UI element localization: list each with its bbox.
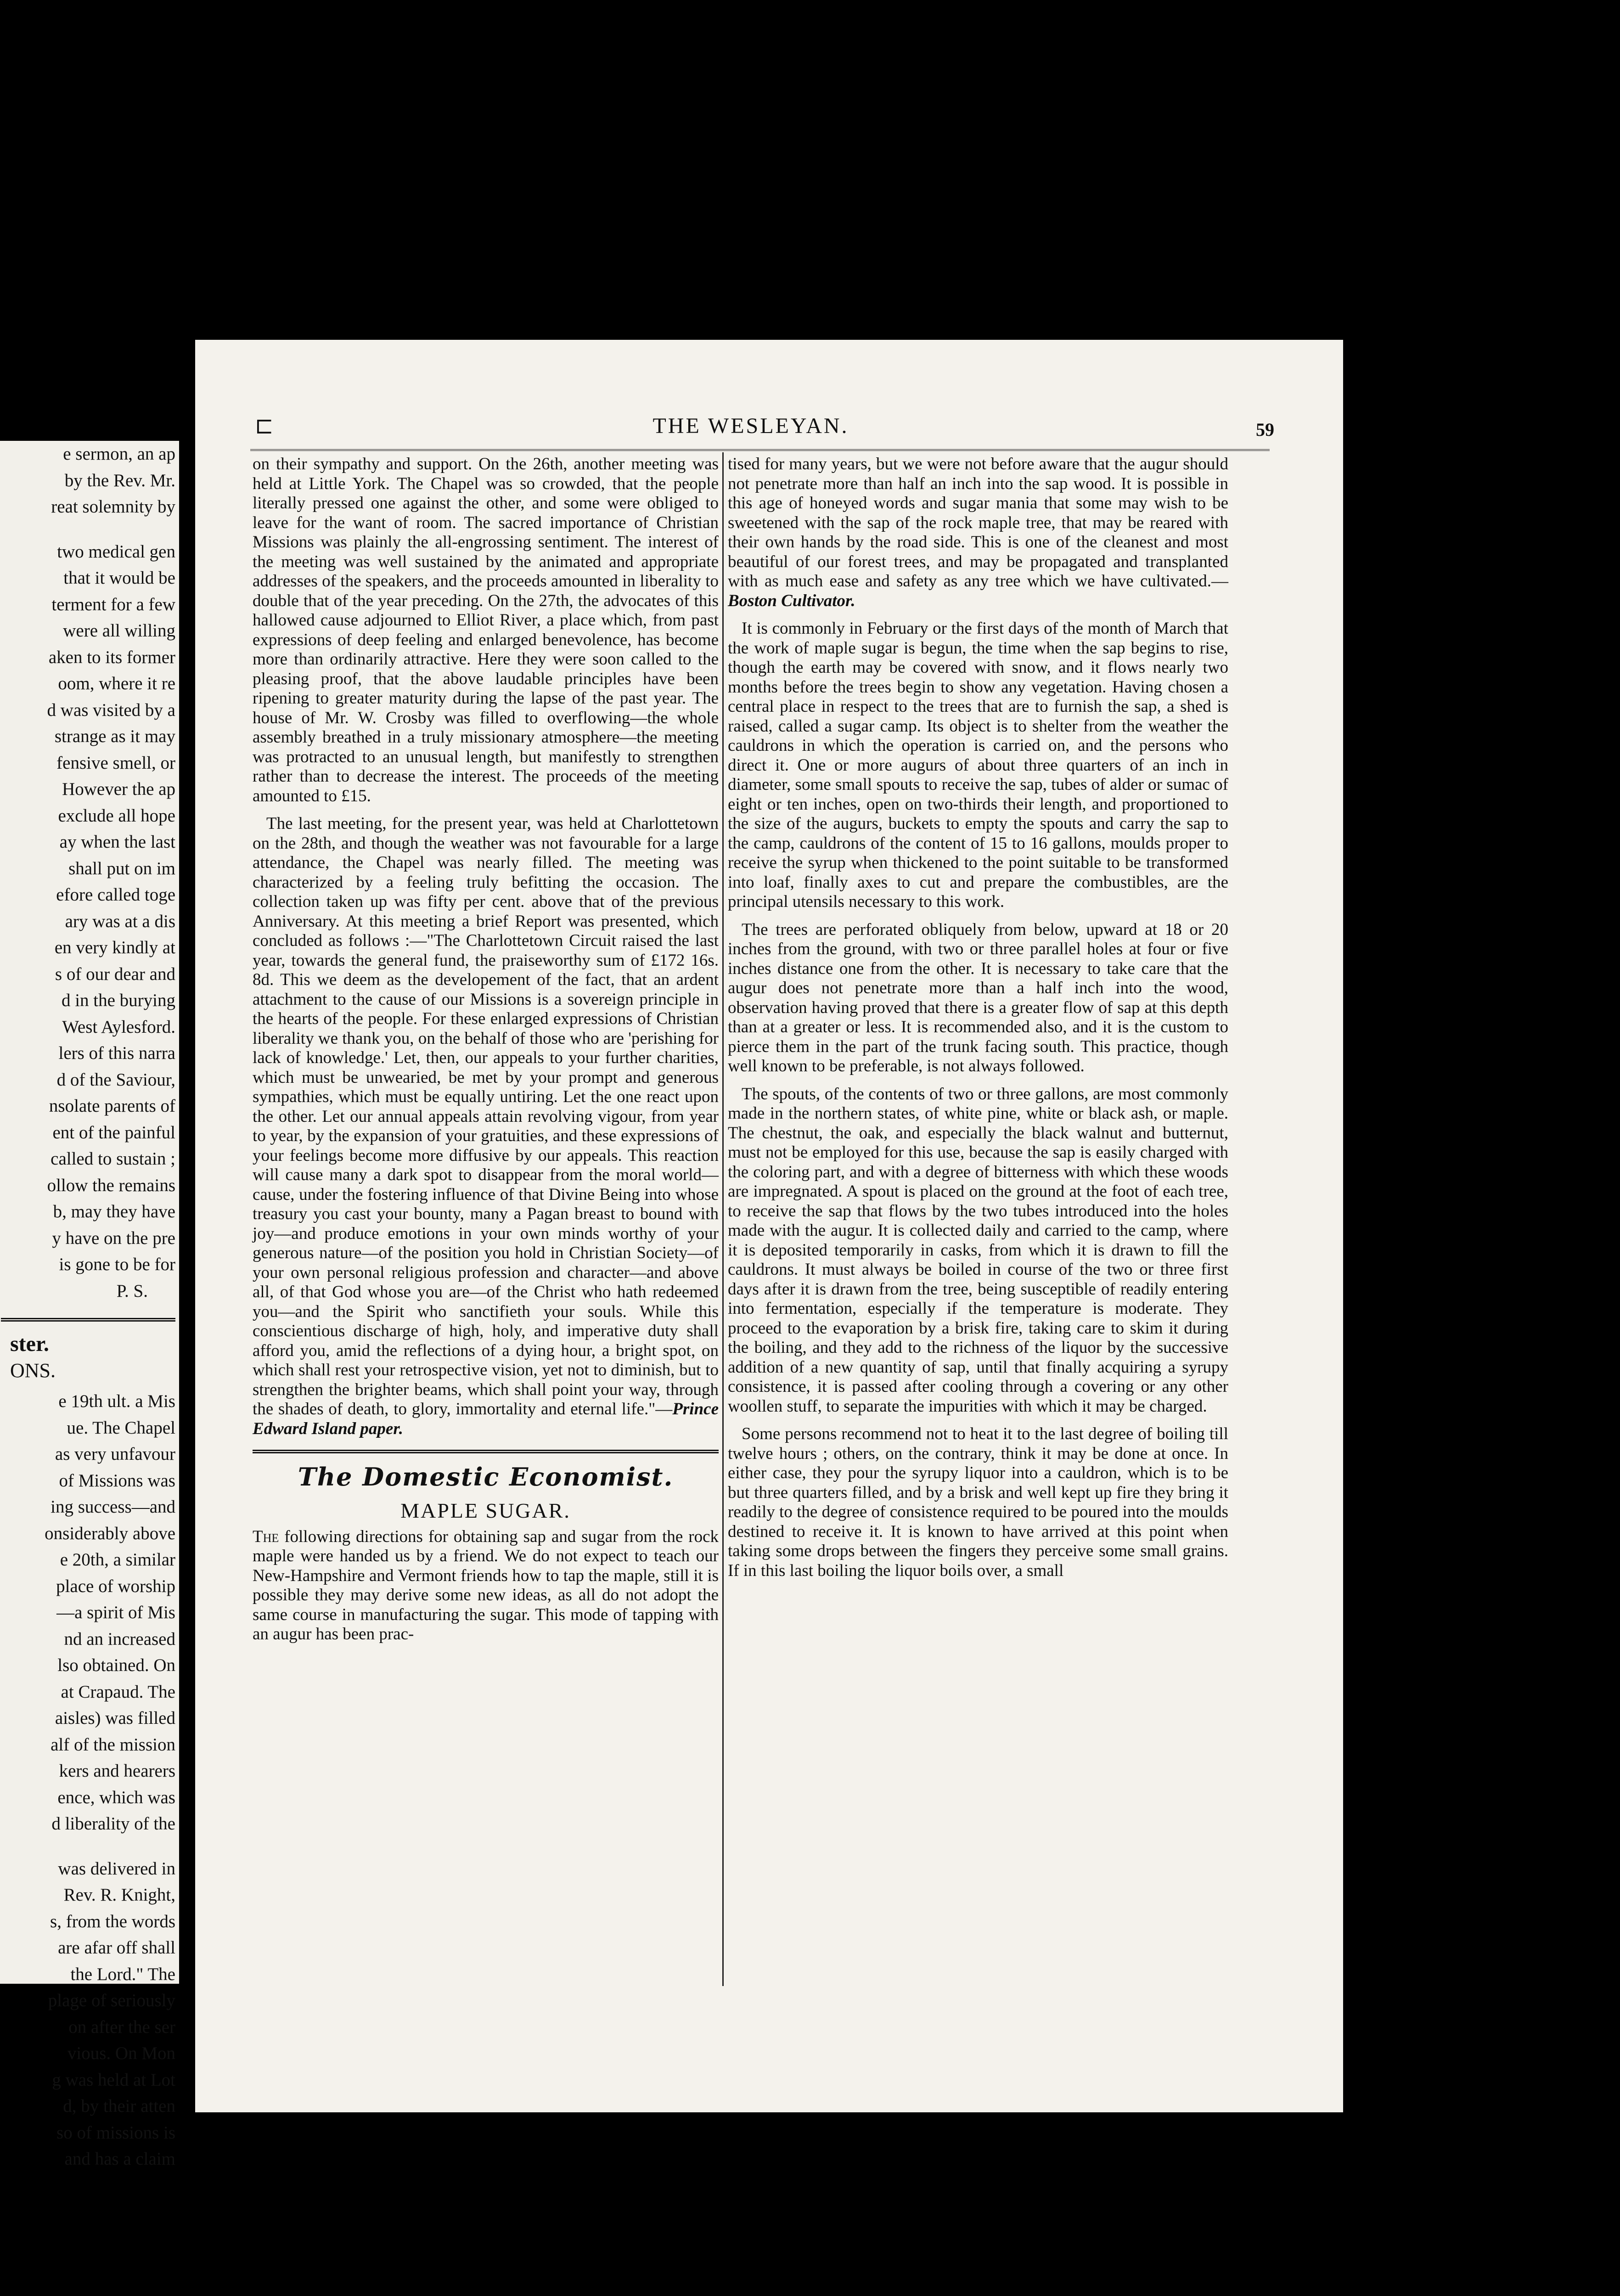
section-divider	[1, 1318, 175, 1322]
article-title: MAPLE SUGAR.	[400, 1499, 571, 1522]
fragment-line: en very kindly at	[54, 938, 175, 957]
fragment-line: is gone to be for	[59, 1255, 175, 1274]
source-credit: Boston Cultivator.	[728, 591, 855, 610]
newspaper-page	[195, 340, 1343, 2112]
article-paragraph	[253, 814, 719, 1439]
fragment-line: aisles) was filled	[55, 1708, 175, 1728]
fragment-line: the Lord." The	[70, 1964, 175, 1984]
fragment-line: were all willing	[63, 621, 175, 641]
fragment-line: shall put on im	[68, 858, 175, 878]
fragment-line: kers and hearers	[59, 1761, 175, 1781]
fragment-line: and has a claim	[64, 2149, 175, 2169]
fragment-line: by the Rev. Mr.	[64, 470, 175, 490]
fragment-line: ent of the painful	[52, 1122, 175, 1142]
fragment-line: ollow the remains	[47, 1175, 175, 1195]
fragment-line: onsiderably above	[45, 1523, 175, 1543]
fragment-line: reat solemnity by	[51, 497, 175, 517]
article-paragraph: The trees are perforated obliquely from below, upward at 18 or 20 inches from the ground, with two or three parallel holes at four or five inches distance one from the other. It is necessary to take care that the augur does not penetrate more than a half inch into the wood, observation having proved that there is a greater flow of sap at this depth than at a greater or less. It is recommended also, and it is the custom to pierce them in the part of the trunk facing south. This practice, though well known to be preferable, is not always followed.	[728, 920, 1228, 1075]
section-divider	[253, 1450, 719, 1453]
lead-word: The	[253, 1527, 279, 1546]
fragment-line: y have on the pre	[52, 1228, 175, 1248]
article-intro	[253, 1527, 719, 1644]
section-heading-fragment: ster.	[10, 1332, 49, 1356]
fragment-line: b, may they have	[53, 1202, 175, 1221]
source-credit: Prince Edward Island paper.	[253, 1400, 719, 1438]
header-mark: ⊏	[255, 414, 274, 439]
fragment-line: efore called toge	[56, 885, 175, 905]
fragment-line: strange as it may	[54, 726, 175, 746]
fragment-line: s, from the words	[50, 1911, 175, 1931]
fragment-line: s of our dear and	[55, 964, 175, 984]
article-paragraph: It is commonly in February or the first days of the month of March that the work of maple sugar is begun, the time when the sap begins to rise, though the earth may be covered with snow, and it flows nearly two months before the trees begin to show any vegetation. Having chosen a central place in respect to the trees that are to furnish the sap, a shed is raised, called a sugar camp. Its object is to shelter from the weather the cauldrons in which the operation is carried on, and the persons who direct it. One or more augurs of about three quarters of an inch in diameter, some small spouts to receive the sap, tubes of alder or sumac of eight or ten inches, open on two-thirds their length, and proportioned to the size of the augurs, buckets to empty the spouts and carry the sap to the camp, cauldrons of the content of 15 to 16 gallons, moulds proper to receive the syrup when thickened to the point suitable to be transformed into loaf, finally axes to cut and prepare the combustibles, are the principal utensils necessary to this work.	[728, 619, 1228, 911]
fragment-line: ence, which was	[57, 1787, 175, 1807]
fragment-line: g was held at Lot	[52, 2070, 175, 2090]
fragment-line: terment for a few	[51, 594, 175, 614]
fragment-line: oom, where it re	[58, 674, 175, 693]
adjacent-page-fragment	[0, 441, 179, 2169]
fragment-line: d was visited by a	[47, 700, 175, 720]
fragment-line: exclude all hope	[58, 805, 175, 826]
intro-text: following directions for obtaining sap and sugar from the rock maple were handed us by a friend. We do not expect to teach our New-Hampshire and Vermont friends how to tap the maple, still it is possible they may derive some new ideas, as all do not adopt the same course in manufacturing the sugar. This mode of tapping with an augur has been prac-	[253, 1527, 719, 1643]
signature: P. S.	[116, 1281, 148, 1301]
left-column	[253, 455, 719, 1644]
fragment-line: d liberality of the	[51, 1814, 175, 1834]
fragment-line: Rev. R. Knight,	[63, 1885, 175, 1905]
fragment-line: as very unfavour	[55, 1444, 175, 1464]
fragment-line: lers of this narra	[58, 1043, 175, 1063]
fragment-line: ary was at a dis	[65, 911, 175, 931]
subheading-fragment: ONS.	[10, 1359, 56, 1382]
section-title: The Domestic Economist.	[298, 1462, 674, 1491]
fragment-line: d of the Saviour,	[56, 1069, 175, 1090]
fragment-line: e sermon, an ap	[63, 444, 175, 464]
fragment-line: aken to its former	[48, 647, 175, 667]
fragment-line: ay when the last	[59, 832, 175, 852]
fragment-line: nd an increased	[64, 1629, 175, 1649]
fragment-line: West Aylesford.	[62, 1017, 175, 1037]
fragment-line: nsolate parents of	[49, 1096, 175, 1116]
fragment-line: was delivered in	[58, 1858, 175, 1879]
paragraph-text: The last meeting, for the present year, was held at Charlottetown on the 28th, and though the weather was not favourable for a large attendance, the Chapel was nearly filled. The meeting was characterized by a feeling truly befitting the occasion. The collection taken up was fifty per cent. above that of the previous Anniversary. At this meeting a brief Report was presented, which concluded as follows :—"The Charlottetown Circuit raised the last year, towards the general fund, the praiseworthy sum of £172 16s. 8d. This we deem as the developement of the fact, that an ardent attachment to the cause of our Missions is a sovereign principle in the hearts of the people. For these enlarged expressions of Christian liberality we thank you, on the behalf of those who are 'perishing for lack of knowledge.' Let, then, our appeals to your further charities, which must be unwearied, be met by your prompt and generous sympathies, which must be equally untiring. Let the one react upon the other. Let our annual appeals attain revolving vigour, from year to year, by the expansion of your gratuities, and these expressions of your feelings become more diffusive by our appeals. This reaction will cause many a dark spot to disappear from the moral world—cause, under the fostering influence of that Divine Being into whose treasury you cast your bounty, many a Pagan breast to bound with joy—and produce emotions in your own minds worthy of your generous nature—of the position you hold in Christian Society—of your own personal religious profession and character—and above all, of that God whose you are—of the Christ who hath redeemed you—and the Spirit who sanctifieth your souls. While this conscientious discharge of high, holy, and imperative duty shall afford you, amid the reflections of a dying hour, a bright spot, on which shall rest your retrospective vision, yet not to diminish, but to strengthen the brighter beams, which shall point your way, through the shades of death, to glory, immortality and eternal life."—	[253, 814, 719, 1418]
page-header	[255, 413, 1274, 445]
fragment-line: are afar off shall	[58, 1938, 175, 1958]
fragment-line: plage of seriously	[48, 1991, 175, 2010]
article-paragraph: Some persons recommend not to heat it to the last degree of boiling till twelve hours ; others, on the contrary, think it may be done at once. In either case, they pour the syrupy liquor into a cauldron, which is to be but three quarters filled, and by a brisk and well kept up fire they bring it readily to the degree of consistence required to be poured into the moulds destined to receive it. It is known to have arrived at this point when taking some drops between the fingers they perceive some small grains. If in this last boiling the liquor boils over, a small	[728, 1424, 1228, 1580]
page-number: 59	[1256, 419, 1274, 440]
fragment-line: e 20th, a similar	[60, 1550, 175, 1570]
article-paragraph: The spouts, of the contents of two or three gallons, are most commonly made in the northern states, of white pine, white or black ash, or maple. The chestnut, the oak, and especially the black walnut and butternut, must not be employed for this use, because the sap is easily charged with the coloring part, and with a degree of bitterness with which these woods are impregnated. A spout is placed on the ground at the foot of each tree, to receive the sap that flows by the two tubes introduced into the holes made with the augur. It is collected daily and carried to the camp, where it is deposited temporarily in casks, from which it is drawn to fill the cauldrons. It must always be boiled in course of the two or three first days after it is drawn from the tree, being susceptible of readily entering into fermentation, especially if the temperature is moderate. They proceed to the evaporation by a brisk fire, taking care to skim it during the boiling, and they add to the richness of the liquor by the successive addition of a new quantity of sap, until that finally acquiring a syrupy consistence, it is passed after cooling through a covering or any other woollen stuff, to separate the impurities with which it may be charged.	[728, 1084, 1228, 1416]
fragment-line: at Crapaud. The	[61, 1682, 175, 1702]
fragment-line: vious. On Mon	[67, 2043, 175, 2063]
right-column	[728, 455, 1228, 1581]
fragment-line: called to sustain ;	[51, 1149, 175, 1169]
fragment-line: e 19th ult. a Mis	[58, 1391, 175, 1411]
fragment-line: two medical gen	[57, 541, 175, 562]
article-paragraph	[728, 455, 1228, 611]
fragment-line: so of missions is	[56, 2122, 175, 2143]
fragment-line: of Missions was	[59, 1470, 175, 1491]
fragment-line: d in the burying	[61, 990, 175, 1010]
fragment-line: fensive smell, or	[56, 753, 175, 773]
fragment-line: —a spirit of Mis	[56, 1603, 175, 1622]
fragment-line: ing success—and	[51, 1497, 175, 1517]
fragment-line	[1, 520, 175, 539]
fragment-line: alf of the mission	[51, 1734, 175, 1755]
fragment-line: However the ap	[62, 779, 175, 799]
page-title: THE WESLEYAN.	[652, 414, 849, 438]
fragment-line: lso obtained. On	[57, 1655, 175, 1675]
adjacent-page-column	[1, 441, 175, 2172]
fragment-line: d, by their atten	[63, 2096, 175, 2116]
column-divider	[722, 452, 724, 1986]
fragment-line: place of worship	[56, 1576, 175, 1596]
paragraph-text: tised for many years, but we were not before aware that the augur should not penetrate more than half an inch into the sap wood. It is possible in this age of honeyed words and sugar mania that some may wish to be sweetened with the sap of the rock maple tree, that may be reared with their own hands by the road side. This is one of the cleanest and most beautiful of our forest trees, and may be propagated and transplanted with as much ease and safety as any tree which we have cultivated.—	[728, 455, 1228, 591]
fragment-line: ue. The Chapel	[67, 1418, 175, 1438]
fragment-line: on after the ser	[68, 2017, 175, 2037]
fragment-line: that it would be	[63, 568, 175, 588]
fragment-line	[1, 1837, 175, 1856]
header-rule	[250, 449, 1270, 451]
article-paragraph: on their sympathy and support. On the 26th, another meeting was held at Little York. The Chapel was so crowded, that the people literally pressed one against the other, and some were obliged to leave for the want of room. The sacred importance of Christian Missions was plainly the all-engrossing sentiment. The interest of the meeting was well sustained by the animated and appropriate addresses of the speakers, and the proceeds amounted in liberality to double that of the year preceding. On the 27th, the advocates of this hallowed cause adjourned to Elliot River, a place which, from past expressions of deep feeling and enlarged benevolence, has become more than ordinarily attractive. Here they were soon called to the pleasing proof, that the above laudable principles have been ripening to greater maturity during the lapse of the past year. The house of Mr. W. Crosby was filled to overflowing—the whole assembly breathed in a truly missionary atmosphere—the meeting was protracted to an unusual length, but manifestly to strengthen rather than to decrease the interest. The proceeds of the meeting amounted to £15.	[253, 455, 719, 805]
